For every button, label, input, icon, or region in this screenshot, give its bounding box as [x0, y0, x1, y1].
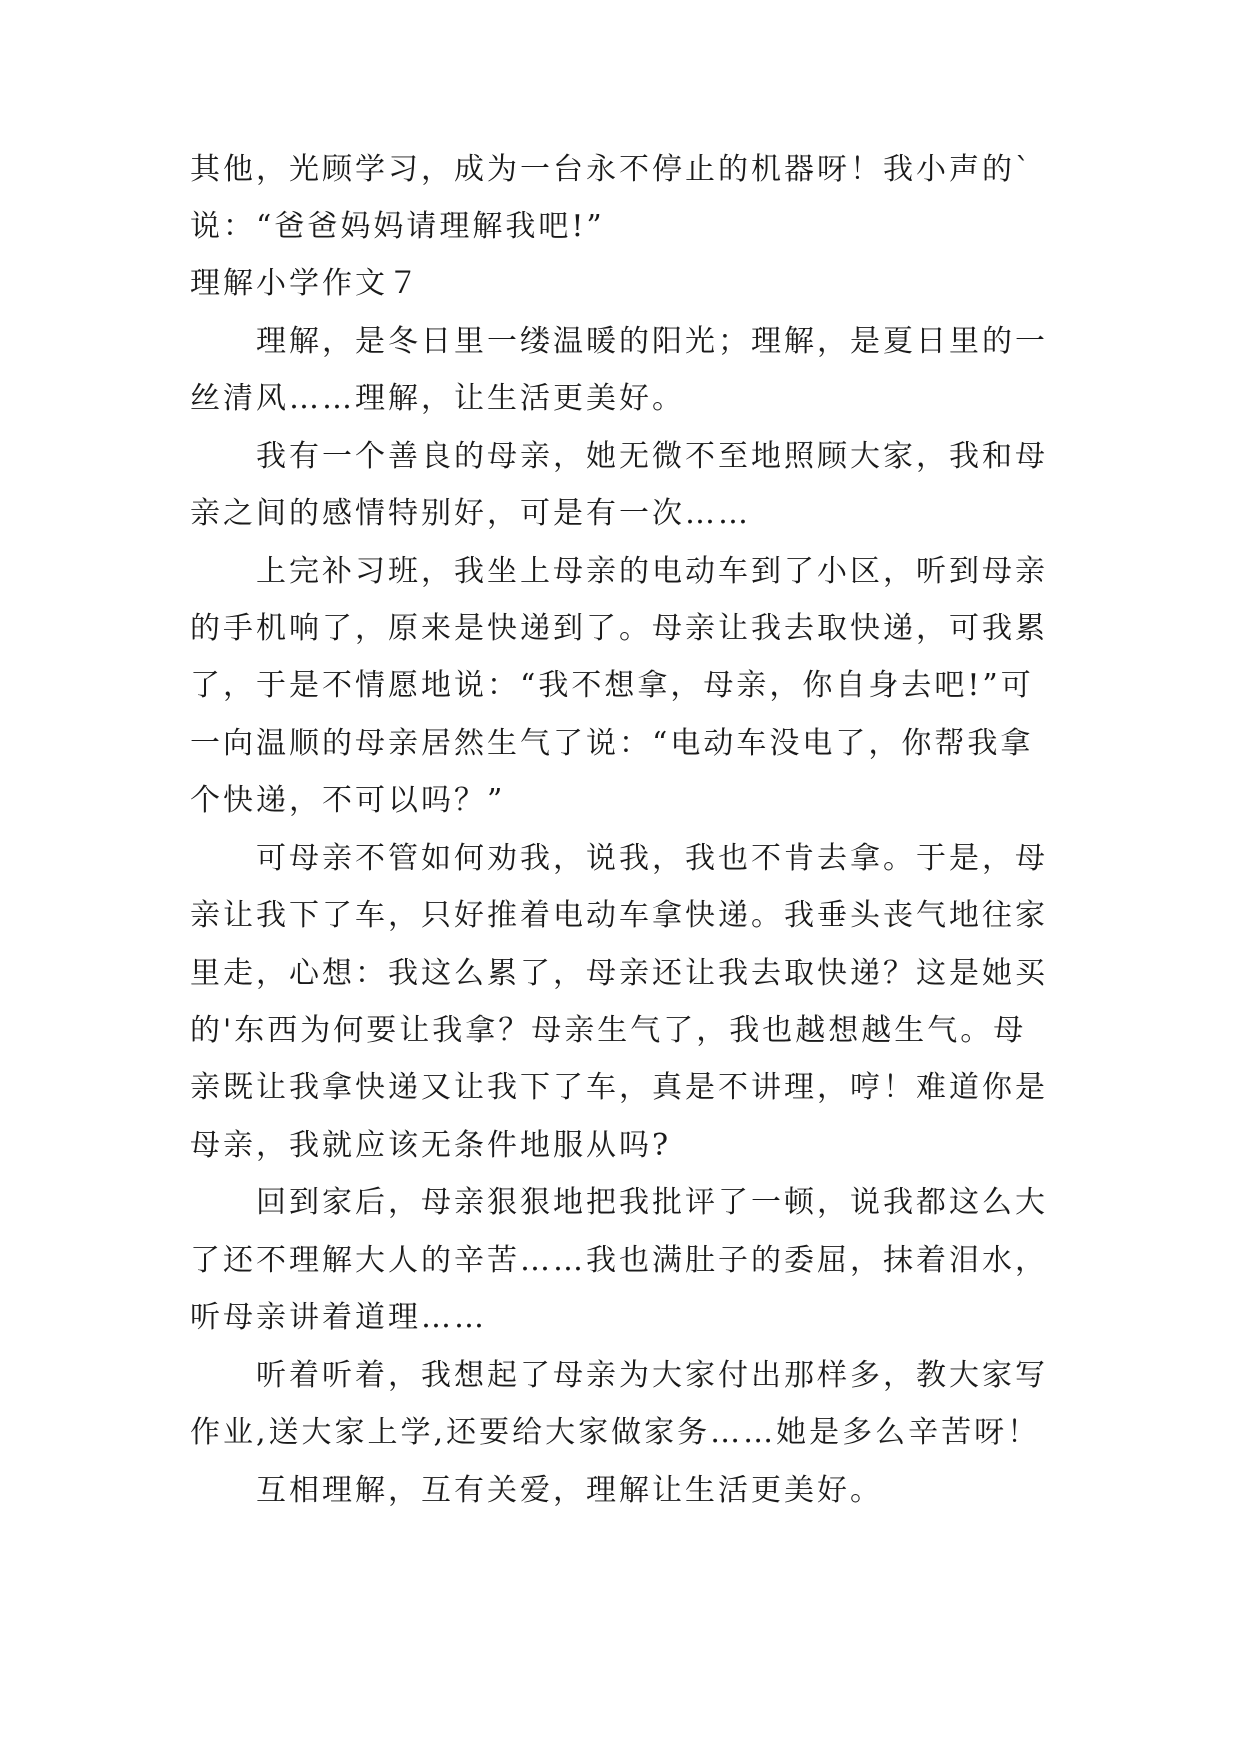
text-line: 母亲，我就应该无条件地服从吗? — [190, 1128, 672, 1163]
section-heading: 理解小学作文７ — [190, 266, 421, 301]
text-line: 听母亲讲着道理…… — [190, 1300, 487, 1335]
text-line: 里走，心想：我这么累了，母亲还让我去取快递？这是她买 — [190, 956, 1048, 991]
text-line: 了，于是不情愿地说：“我不想拿，母亲，你自身去吧!”可 — [190, 668, 1034, 703]
text-line: 上完补习班，我坐上母亲的电动车到了小区，听到母亲 — [256, 554, 1048, 589]
text-line: 亲既让我拿快递又让我下了车，真是不讲理，哼！难道你是 — [190, 1070, 1048, 1105]
text-line: 个快递，不可以吗？” — [190, 783, 506, 818]
text-line: 的'东西为何要让我拿？母亲生气了，我也越想越生气。母 — [190, 1013, 1027, 1048]
text-line: 丝清风……理解，让生活更美好。 — [190, 381, 685, 416]
text-line: 亲让我下了车，只好推着电动车拿快递。我垂头丧气地往家 — [190, 898, 1048, 933]
text-line: 我有一个善良的母亲，她无微不至地照顾大家，我和母 — [256, 439, 1048, 474]
text-line: 可母亲不管如何劝我，说我，我也不肯去拿。于是，母 — [256, 841, 1048, 876]
text-line: 回到家后，母亲狠狠地把我批评了一顿，说我都这么大 — [256, 1185, 1048, 1220]
text-line: 的手机响了，原来是快递到了。母亲让我去取快递，可我累 — [190, 611, 1048, 646]
text-line: 其他，光顾学习，成为一台永不停止的机器呀！我小声的` — [190, 152, 1033, 187]
text-line: 了还不理解大人的辛苦……我也满肚子的委屈，抹着泪水， — [190, 1243, 1048, 1278]
text-line: 听着听着，我想起了母亲为大家付出那样多，教大家写 — [256, 1358, 1048, 1393]
text-line: 理解，是冬日里一缕温暖的阳光；理解，是夏日里的一 — [256, 324, 1048, 359]
text-line: 互相理解，互有关爱，理解让生活更美好。 — [256, 1473, 883, 1508]
text-line: 一向温顺的母亲居然生气了说：“电动车没电了，你帮我拿 — [190, 726, 1034, 761]
text-line: 说：“爸爸妈妈请理解我吧!” — [190, 209, 605, 244]
text-line: 亲之间的感情特别好，可是有一次…… — [190, 496, 751, 531]
text-line: 作业,送大家上学,还要给大家做家务……她是多么辛苦呀！ — [190, 1415, 1041, 1450]
